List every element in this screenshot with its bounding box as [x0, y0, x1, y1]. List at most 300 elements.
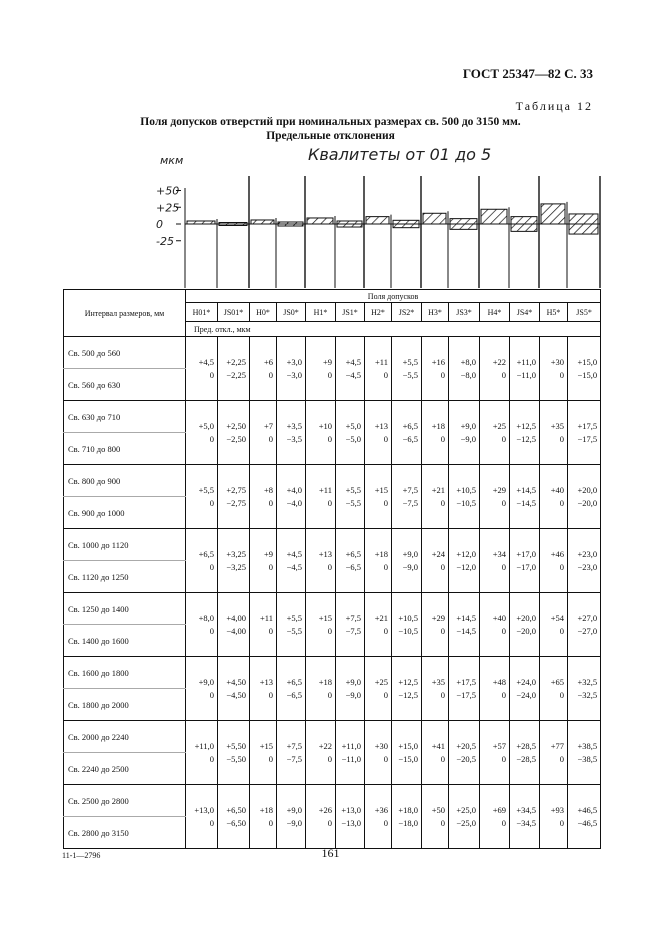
deviation-cell: [568, 529, 601, 593]
deviation-cell: [392, 593, 422, 657]
interval-cell: Св. 1800 до 2000: [64, 689, 186, 721]
upper-deviation: +20,0: [577, 484, 598, 495]
lower-deviation: −6,5: [286, 689, 302, 700]
deviation-cell: [540, 465, 568, 529]
deviation-cell: [540, 337, 568, 401]
upper-deviation: +9,0: [286, 804, 302, 815]
deviation-cell: [510, 465, 540, 529]
deviation-cell: [540, 401, 568, 465]
upper-deviation: +57: [492, 740, 506, 751]
lower-deviation: 0: [501, 689, 506, 700]
upper-deviation: +12,5: [398, 676, 418, 687]
deviation-cell: [422, 593, 449, 657]
upper-deviation: +6,5: [286, 676, 302, 687]
deviation-cell: [218, 337, 250, 401]
upper-deviation: +4,5: [345, 356, 361, 367]
deviation-cell: [392, 401, 422, 465]
upper-deviation: +26: [318, 804, 332, 815]
lower-deviation: −4,0: [286, 497, 302, 508]
deviation-cell: [336, 657, 365, 721]
upper-deviation: +34,5: [516, 804, 536, 815]
tolerance-field-bar: [423, 213, 446, 224]
deviation-cell: [250, 529, 277, 593]
upper-deviation: +10,5: [398, 612, 418, 623]
lower-deviation: −2,50: [226, 433, 246, 444]
upper-deviation: +13: [318, 548, 332, 559]
interval-header: Интервал размеров, мм: [64, 290, 186, 337]
upper-deviation: +2,75: [226, 484, 246, 495]
upper-deviation: +3,25: [226, 548, 246, 559]
lower-deviation: 0: [209, 817, 214, 828]
lower-deviation: 0: [440, 433, 445, 444]
fields-header: Поля допусков: [186, 290, 601, 303]
lower-deviation: −12,5: [516, 433, 536, 444]
upper-deviation: +6,5: [402, 420, 418, 431]
upper-deviation: +7: [263, 420, 273, 431]
deviation-cell: [422, 465, 449, 529]
deviation-cell: [365, 657, 392, 721]
lower-deviation: 0: [327, 497, 332, 508]
lower-deviation: −13,0: [341, 817, 361, 828]
upper-deviation: +21: [431, 484, 445, 495]
upper-deviation: +69: [492, 804, 506, 815]
deviation-cell: [422, 337, 449, 401]
deviation-cell: [568, 401, 601, 465]
upper-deviation: +15,0: [577, 356, 598, 367]
upper-deviation: +9,0: [460, 420, 476, 431]
deviation-cell: [218, 401, 250, 465]
lower-deviation: 0: [559, 689, 564, 700]
deviation-cell: [186, 401, 218, 465]
upper-deviation: +4,5: [286, 548, 302, 559]
deviation-cell: [306, 529, 336, 593]
deviation-cell: [250, 465, 277, 529]
deviation-cell: [277, 657, 306, 721]
lower-deviation: −12,0: [456, 561, 476, 572]
deviation-cell: [510, 657, 540, 721]
deviation-cell: [186, 721, 218, 785]
upper-deviation: +6,50: [226, 804, 246, 815]
deviation-cell: [306, 337, 336, 401]
lower-deviation: −5,5: [402, 369, 418, 380]
deviation-cell: [336, 465, 365, 529]
upper-deviation: +9,0: [402, 548, 418, 559]
upper-deviation: +2,50: [226, 420, 246, 431]
upper-deviation: +11,0: [341, 740, 361, 751]
lower-deviation: 0: [209, 625, 214, 636]
upper-deviation: +21: [374, 612, 388, 623]
lower-deviation: −14,5: [456, 625, 476, 636]
interval-cell: Св. 2240 до 2500: [64, 753, 186, 785]
deviation-cell: [392, 785, 422, 849]
lower-deviation: −14,5: [516, 497, 536, 508]
deviation-cell: [277, 465, 306, 529]
lower-deviation: 0: [559, 625, 564, 636]
lower-deviation: 0: [501, 369, 506, 380]
deviation-cell: [449, 785, 480, 849]
lower-deviation: 0: [559, 369, 564, 380]
upper-deviation: +12,5: [516, 420, 536, 431]
lower-deviation: 0: [440, 817, 445, 828]
deviation-cell: [568, 657, 601, 721]
upper-deviation: +14,5: [516, 484, 536, 495]
deviation-cell: [480, 785, 510, 849]
column-header: JS4*: [510, 303, 540, 322]
lower-deviation: −27,0: [577, 625, 598, 636]
interval-cell: Св. 710 до 800: [64, 433, 186, 465]
lower-deviation: 0: [268, 497, 273, 508]
lower-deviation: −3,25: [226, 561, 246, 572]
upper-deviation: +20,5: [456, 740, 476, 751]
deviation-cell: [306, 657, 336, 721]
upper-deviation: +22: [492, 356, 506, 367]
y-tick-label: -25: [156, 234, 174, 248]
lower-deviation: 0: [501, 561, 506, 572]
column-header: H5*: [540, 303, 568, 322]
upper-deviation: +15: [259, 740, 273, 751]
column-header: JS3*: [449, 303, 480, 322]
lower-deviation: −6,5: [345, 561, 361, 572]
lower-deviation: 0: [440, 497, 445, 508]
deviation-cell: [365, 593, 392, 657]
lower-deviation: 0: [383, 689, 388, 700]
tolerance-diagram: [150, 148, 610, 288]
deviation-cell: [480, 529, 510, 593]
deviation-cell: [336, 721, 365, 785]
deviation-cell: [510, 785, 540, 849]
lower-deviation: −4,00: [226, 625, 246, 636]
deviation-cell: [480, 721, 510, 785]
upper-deviation: +5,0: [198, 420, 214, 431]
lower-deviation: −18,0: [398, 817, 418, 828]
upper-deviation: +65: [550, 676, 564, 687]
lower-deviation: −17,5: [577, 433, 598, 444]
deviation-cell: [422, 785, 449, 849]
lower-deviation: 0: [501, 625, 506, 636]
chart-caption: Квалитеты от 01 до 5: [308, 148, 492, 164]
lower-deviation: −24,0: [516, 689, 536, 700]
lower-deviation: 0: [268, 817, 273, 828]
deviation-cell: [480, 465, 510, 529]
interval-cell: Св. 1600 до 1800: [64, 657, 186, 689]
upper-deviation: +15,0: [398, 740, 418, 751]
deviation-cell: [422, 657, 449, 721]
upper-deviation: +24,0: [516, 676, 536, 687]
upper-deviation: +9,0: [198, 676, 214, 687]
deviation-cell: [306, 721, 336, 785]
lower-deviation: 0: [209, 689, 214, 700]
deviation-cell: [250, 785, 277, 849]
upper-deviation: +28,5: [516, 740, 536, 751]
interval-cell: Св. 500 до 560: [64, 337, 186, 369]
lower-deviation: 0: [268, 369, 273, 380]
upper-deviation: +25,0: [456, 804, 476, 815]
lower-deviation: −20,0: [516, 625, 536, 636]
interval-cell: Св. 900 до 1000: [64, 497, 186, 529]
deviation-cell: [186, 657, 218, 721]
upper-deviation: +13,0: [341, 804, 361, 815]
lower-deviation: −5,5: [345, 497, 361, 508]
y-tick-label: +25: [156, 201, 180, 215]
deviation-cell: [186, 337, 218, 401]
upper-deviation: +25: [374, 676, 388, 687]
upper-deviation: +40: [550, 484, 564, 495]
lower-deviation: 0: [501, 497, 506, 508]
upper-deviation: +11: [319, 484, 332, 495]
upper-deviation: +41: [431, 740, 445, 751]
tolerance-field-bar: [541, 204, 565, 224]
tolerance-table: [63, 289, 601, 849]
document-header: ГОСТ 25347—82 С. 33: [462, 66, 593, 81]
lower-deviation: 0: [268, 753, 273, 764]
deviation-cell: [510, 529, 540, 593]
column-header: JS01*: [218, 303, 250, 322]
interval-cell: Св. 2000 до 2240: [64, 721, 186, 753]
deviation-cell: [449, 529, 480, 593]
lower-deviation: 0: [559, 433, 564, 444]
interval-cell: Св. 1120 до 1250: [64, 561, 186, 593]
upper-deviation: +8,0: [460, 356, 476, 367]
deviation-cell: [510, 593, 540, 657]
lower-deviation: 0: [559, 497, 564, 508]
interval-cell: Св. 800 до 900: [64, 465, 186, 497]
deviation-cell: [336, 401, 365, 465]
tolerance-field-bar: [481, 209, 507, 224]
lower-deviation: 0: [327, 753, 332, 764]
deviation-cell: [449, 593, 480, 657]
lower-deviation: 0: [440, 625, 445, 636]
upper-deviation: +14,5: [456, 612, 476, 623]
lower-deviation: 0: [383, 433, 388, 444]
lower-deviation: 0: [327, 561, 332, 572]
lower-deviation: −20,5: [456, 753, 476, 764]
upper-deviation: +15: [318, 612, 332, 623]
deviation-cell: [540, 529, 568, 593]
upper-deviation: +7,5: [402, 484, 418, 495]
lower-deviation: 0: [327, 369, 332, 380]
lower-deviation: 0: [440, 561, 445, 572]
deviation-cell: [392, 337, 422, 401]
lower-deviation: 0: [559, 561, 564, 572]
upper-deviation: +8: [263, 484, 273, 495]
deviation-cell: [568, 721, 601, 785]
lower-deviation: −38,5: [577, 753, 598, 764]
lower-deviation: 0: [327, 625, 332, 636]
upper-deviation: +17,5: [456, 676, 476, 687]
deviation-cell: [422, 529, 449, 593]
lower-deviation: −10,5: [398, 625, 418, 636]
deviation-cell: [365, 465, 392, 529]
table-title-line2: Предельные отклонения: [266, 130, 395, 142]
upper-deviation: +23,0: [577, 548, 598, 559]
upper-deviation: +3,5: [286, 420, 302, 431]
interval-cell: Св. 1250 до 1400: [64, 593, 186, 625]
column-header: H1*: [306, 303, 336, 322]
lower-deviation: −4,5: [345, 369, 361, 380]
upper-deviation: +30: [374, 740, 388, 751]
deviation-cell: [365, 401, 392, 465]
upper-deviation: +22: [318, 740, 332, 751]
lower-deviation: −2,75: [226, 497, 246, 508]
upper-deviation: +4,0: [286, 484, 302, 495]
deviation-cell: [365, 785, 392, 849]
upper-deviation: +18: [374, 548, 388, 559]
lower-deviation: −9,0: [460, 433, 476, 444]
lower-deviation: −3,0: [286, 369, 302, 380]
upper-deviation: +16: [431, 356, 445, 367]
deviation-cell: [540, 593, 568, 657]
deviation-cell: [306, 401, 336, 465]
deviation-cell: [365, 337, 392, 401]
lower-deviation: −5,50: [226, 753, 246, 764]
deviation-cell: [540, 785, 568, 849]
deviation-cell: [306, 785, 336, 849]
column-header: JS0*: [277, 303, 306, 322]
lower-deviation: −34,5: [516, 817, 536, 828]
lower-deviation: −15,0: [398, 753, 418, 764]
lower-deviation: 0: [327, 817, 332, 828]
lower-deviation: 0: [327, 433, 332, 444]
lower-deviation: 0: [268, 561, 273, 572]
deviation-cell: [218, 657, 250, 721]
lower-deviation: 0: [383, 369, 388, 380]
lower-deviation: −25,0: [456, 817, 476, 828]
upper-deviation: +18: [431, 420, 445, 431]
column-header: H0*: [250, 303, 277, 322]
lower-deviation: −9,0: [345, 689, 361, 700]
upper-deviation: +5,5: [345, 484, 361, 495]
deviation-cell: [218, 593, 250, 657]
interval-cell: Св. 1400 до 1600: [64, 625, 186, 657]
lower-deviation: −8,0: [460, 369, 476, 380]
table-number: Таблица 12: [515, 99, 593, 113]
tolerance-field-bar: [251, 220, 274, 224]
deviation-cell: [277, 593, 306, 657]
deviation-cell: [336, 593, 365, 657]
lower-deviation: −9,0: [402, 561, 418, 572]
upper-deviation: +30: [550, 356, 564, 367]
upper-deviation: +4,00: [226, 612, 246, 623]
upper-deviation: +32,5: [577, 676, 598, 687]
lower-deviation: 0: [440, 369, 445, 380]
lower-deviation: 0: [440, 689, 445, 700]
deviation-cell: [277, 785, 306, 849]
upper-deviation: +7,5: [345, 612, 361, 623]
upper-deviation: +5,50: [226, 740, 246, 751]
upper-deviation: +50: [431, 804, 445, 815]
deviation-cell: [568, 593, 601, 657]
upper-deviation: +18: [318, 676, 332, 687]
interval-cell: Св. 1000 до 1120: [64, 529, 186, 561]
upper-deviation: +9,0: [345, 676, 361, 687]
column-header: H2*: [365, 303, 392, 322]
upper-deviation: +8,0: [198, 612, 214, 623]
deviation-cell: [568, 785, 601, 849]
upper-deviation: +13,0: [194, 804, 214, 815]
upper-deviation: +5,0: [345, 420, 361, 431]
lower-deviation: 0: [501, 817, 506, 828]
upper-deviation: +11: [375, 356, 388, 367]
deviation-cell: [306, 593, 336, 657]
upper-deviation: +9: [263, 548, 273, 559]
deviation-cell: [250, 337, 277, 401]
lower-deviation: 0: [327, 689, 332, 700]
upper-deviation: +15: [374, 484, 388, 495]
upper-deviation: +46,5: [577, 804, 598, 815]
deviation-cell: [392, 465, 422, 529]
tolerance-field-bar: [366, 217, 389, 224]
lower-deviation: −23,0: [577, 561, 598, 572]
upper-deviation: +40: [492, 612, 506, 623]
deviation-cell: [250, 401, 277, 465]
lower-deviation: 0: [383, 753, 388, 764]
upper-deviation: +48: [492, 676, 506, 687]
upper-deviation: +5,5: [402, 356, 418, 367]
upper-deviation: +29: [492, 484, 506, 495]
deviation-cell: [250, 721, 277, 785]
deviation-cell: [480, 593, 510, 657]
upper-deviation: +77: [550, 740, 564, 751]
upper-deviation: +13: [374, 420, 388, 431]
upper-deviation: +36: [374, 804, 388, 815]
deviation-cell: [218, 785, 250, 849]
lower-deviation: −20,0: [577, 497, 598, 508]
upper-deviation: +93: [550, 804, 564, 815]
upper-deviation: +18,0: [398, 804, 418, 815]
deviation-cell: [336, 529, 365, 593]
upper-deviation: +9: [322, 356, 332, 367]
interval-cell: Св. 2500 до 2800: [64, 785, 186, 817]
deviation-cell: [449, 465, 480, 529]
upper-deviation: +11,0: [194, 740, 214, 751]
lower-deviation: 0: [559, 817, 564, 828]
deviation-cell: [250, 593, 277, 657]
column-header: H01*: [186, 303, 218, 322]
lower-deviation: −17,5: [456, 689, 476, 700]
lower-deviation: −5,5: [286, 625, 302, 636]
lower-deviation: −46,5: [577, 817, 598, 828]
upper-deviation: +46: [550, 548, 564, 559]
lower-deviation: 0: [209, 497, 214, 508]
upper-deviation: +34: [492, 548, 506, 559]
upper-deviation: +35: [550, 420, 564, 431]
upper-deviation: +7,5: [286, 740, 302, 751]
interval-cell: Св. 2800 до 3150: [64, 817, 186, 849]
y-tick-label: 0: [156, 218, 163, 231]
column-header: JS2*: [392, 303, 422, 322]
lower-deviation: 0: [268, 689, 273, 700]
upper-deviation: +17,5: [577, 420, 598, 431]
interval-cell: Св. 630 до 710: [64, 401, 186, 433]
lower-deviation: 0: [501, 433, 506, 444]
deviation-cell: [365, 529, 392, 593]
deviation-cell: [218, 721, 250, 785]
deviation-cell: [540, 721, 568, 785]
lower-deviation: −9,0: [286, 817, 302, 828]
lower-deviation: −17,0: [516, 561, 536, 572]
upper-deviation: +4,50: [226, 676, 246, 687]
upper-deviation: +6: [263, 356, 273, 367]
tolerance-field-bar: [307, 218, 333, 224]
upper-deviation: +38,5: [577, 740, 598, 751]
upper-deviation: +3,0: [286, 356, 302, 367]
deviation-cell: [510, 401, 540, 465]
deviation-cell: [306, 465, 336, 529]
chart-unit-label: мкм: [160, 154, 184, 167]
y-tick-label: +50: [156, 184, 180, 198]
column-header: JS5*: [568, 303, 601, 322]
deviation-cell: [336, 785, 365, 849]
